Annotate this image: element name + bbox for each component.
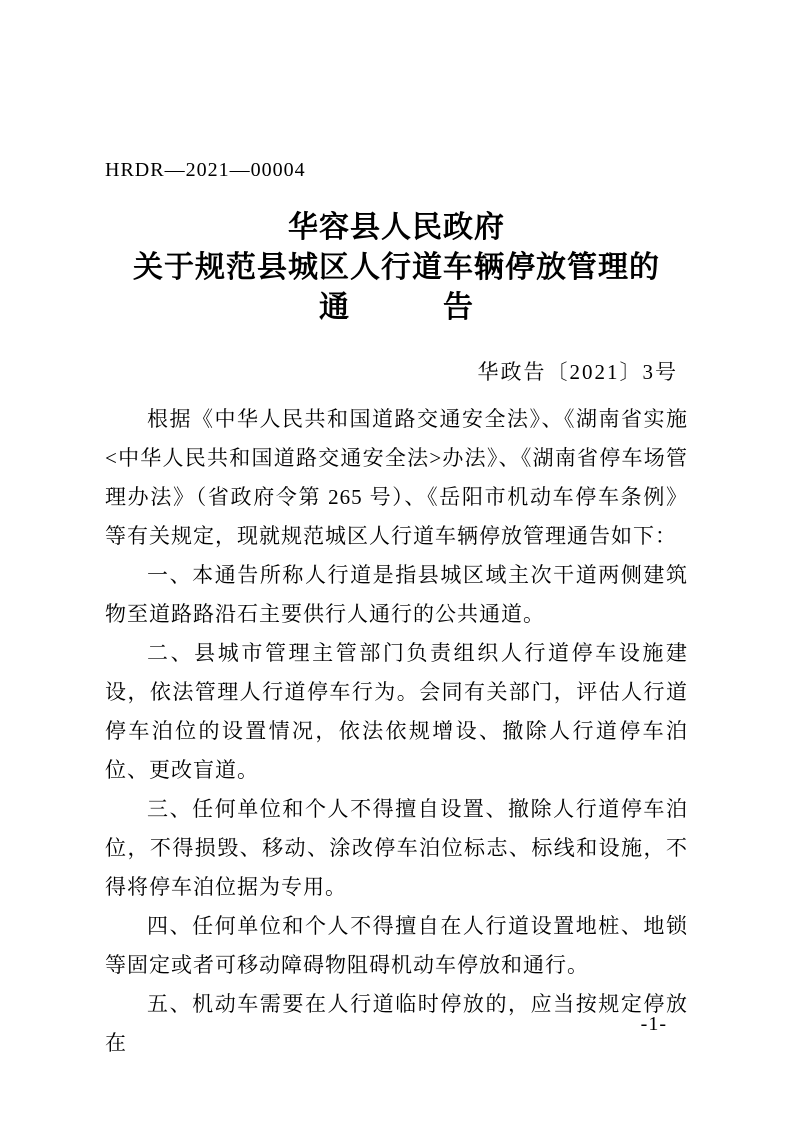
document-body xyxy=(105,400,688,1063)
paragraph-item-1: 一、本通告所称人行道是指县城区域主次干道两侧建筑物至道路路沿石主要供行人通行的公共通道。 xyxy=(105,563,688,626)
paragraph-item-3: 三、任何单位和个人不得擅自设置、撤除人行道停车泊位，不得损毁、移动、涂改停车泊位标志、标线和设施，不得将停车泊位据为专用。 xyxy=(105,797,688,899)
title-line-1: 华容县人民政府 xyxy=(288,211,505,244)
doc-code: HRDR—2021—00004 xyxy=(105,159,306,181)
paragraph-item-4: 四、任何单位和个人不得擅自在人行道设置地桩、地锁等固定或者可移动障碍物阻碍机动车停放和通行。 xyxy=(105,914,688,977)
issue-number: 华政告〔2021〕3号 xyxy=(477,360,678,384)
title-line-2: 关于规范县城区人行道车辆停放管理的 xyxy=(133,251,660,284)
page-number: -1- xyxy=(640,1013,667,1035)
paragraph-intro: 根据《中华人民共和国道路交通安全法》、《湖南省实施<中华人民共和国道路交通安全法>办法》、《湖南省停车场管理办法》（省政府令第 265 号）、《岳阳市机动车停车条例》等有关规定，现就规范城区人行道车辆停放管理通告如下： xyxy=(105,407,688,548)
paragraph-item-5: 五、机动车需要在人行道临时停放的，应当按规定停放在 xyxy=(105,992,688,1055)
paragraph-item-2: 二、县城市管理主管部门负责组织人行道停车设施建设，依法管理人行道停车行为。会同有关部门，评估人行道停车泊位的设置情况，依法依规增设、撤除人行道停车泊位、更改盲道。 xyxy=(105,641,688,782)
document-title xyxy=(105,208,688,328)
document-content xyxy=(105,0,688,1063)
title-line-3: 通 告 xyxy=(319,291,474,324)
